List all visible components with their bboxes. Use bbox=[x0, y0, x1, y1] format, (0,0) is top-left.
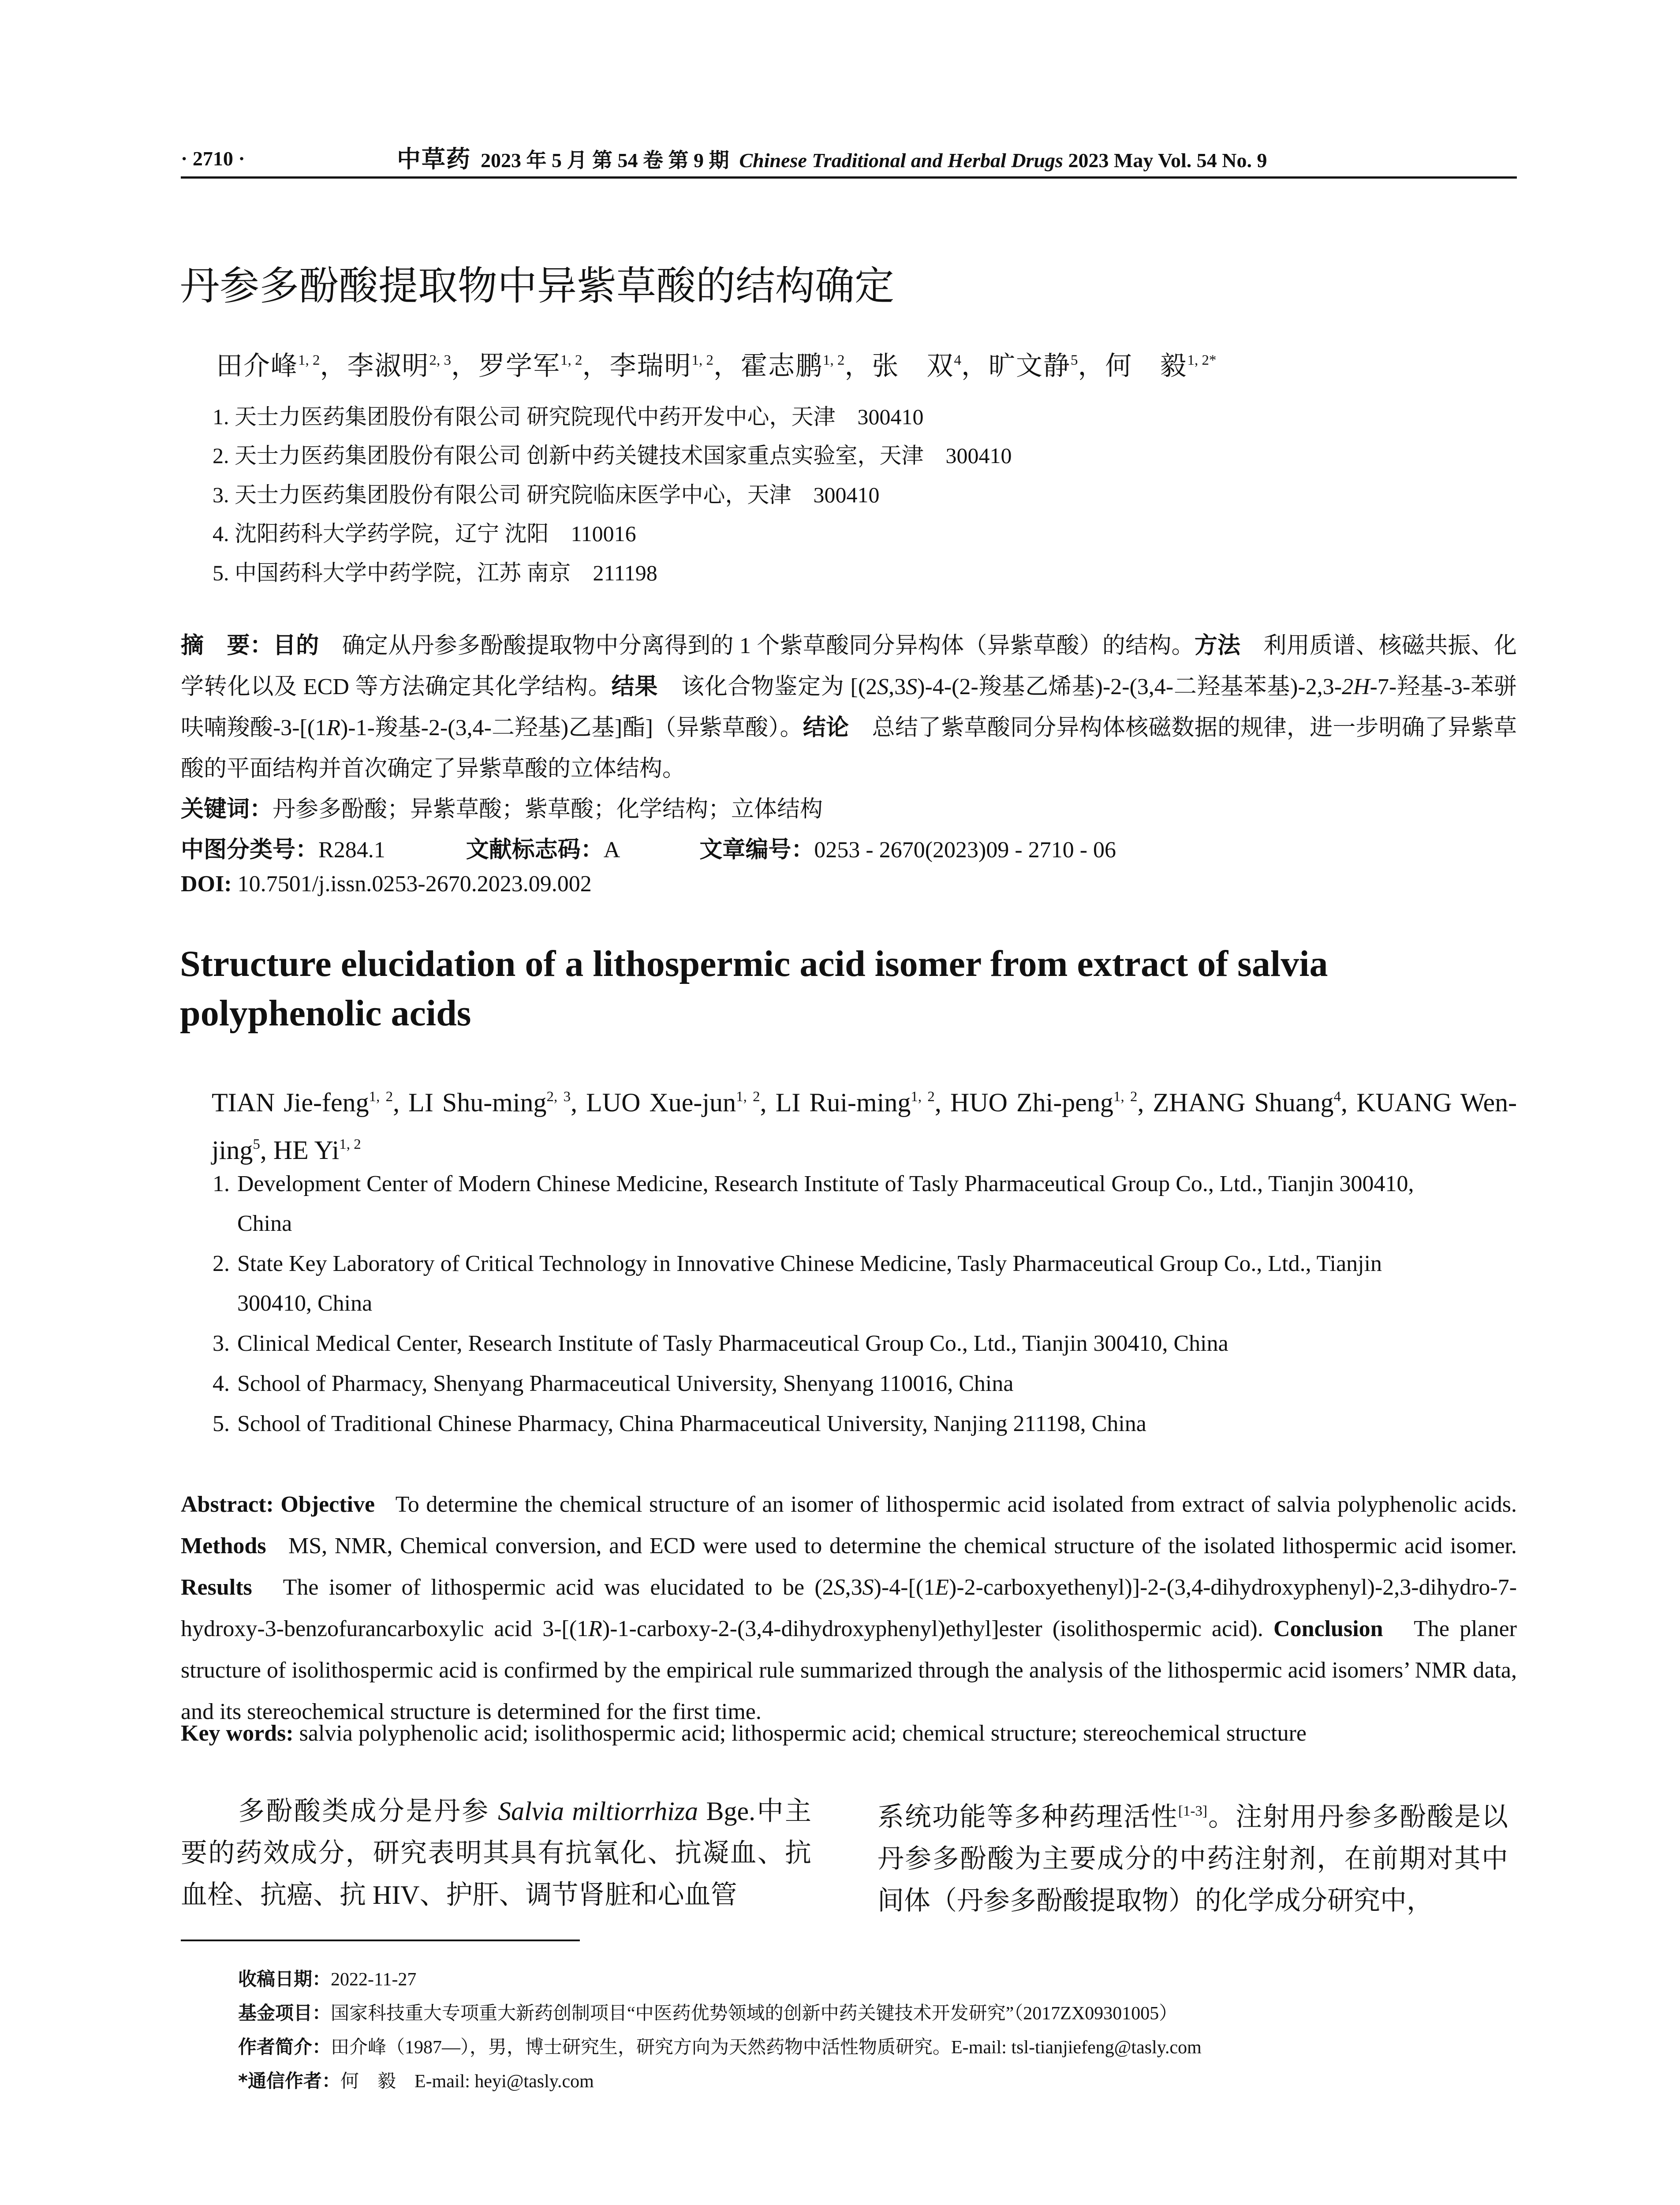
doc-code-label: 文献标志码： bbox=[466, 837, 604, 863]
author-en-separator: , bbox=[934, 1088, 950, 1117]
doi-line bbox=[181, 871, 592, 897]
author-en-name: TIAN Jie-feng bbox=[212, 1088, 369, 1117]
results-en-stereo: S bbox=[862, 1575, 874, 1600]
affiliation-en-num: 1. bbox=[213, 1171, 230, 1196]
results-cn-text: ,3 bbox=[889, 674, 906, 699]
footnote-text: 2022-11-27 bbox=[331, 1970, 417, 1990]
affiliation-en-text: State Key Laboratory of Critical Technology in Innovative Chinese Medicine, Tasly Pharmaceutical Group Co., Ltd., Tianjin bbox=[237, 1251, 1382, 1276]
running-header bbox=[181, 143, 1517, 174]
abstract-en bbox=[181, 1484, 1517, 1733]
results-cn-stereo: S bbox=[877, 674, 889, 699]
author-cn-affiliation-sup: 1, 2 bbox=[560, 352, 582, 368]
body-column-left bbox=[181, 1790, 811, 1916]
abstract-cn bbox=[181, 625, 1517, 789]
author-en-name: KUANG Wen-jing bbox=[212, 1088, 1517, 1165]
results-en-text: ,3 bbox=[845, 1575, 862, 1600]
affiliation-cn-1: 1. 天士力医药集团股份有限公司 研究院现代中药开发中心，天津 300410 bbox=[213, 404, 924, 429]
affiliation-en-text: 300410, China bbox=[237, 1291, 373, 1316]
footnote-label: 基金项目： bbox=[238, 2002, 331, 2024]
objective-cn-label: 目的 bbox=[273, 632, 319, 659]
article-number-value: 0253 - 2670(2023)09 - 2710 - 06 bbox=[814, 837, 1116, 863]
results-en-stereo: R bbox=[588, 1616, 602, 1641]
methods-cn-label: 方法 bbox=[1194, 632, 1241, 659]
header-rule bbox=[181, 176, 1517, 179]
body-text: 系统功能等多种药理活性 bbox=[877, 1802, 1179, 1832]
author-cn-affiliation-sup: 1, 2 bbox=[691, 352, 713, 368]
results-en-text: The isomer of lithospermic acid was elucidated to be (2 bbox=[283, 1575, 834, 1600]
affiliation-cn-5: 5. 中国药科大学中药学院，江苏 南京 211198 bbox=[213, 561, 657, 585]
doi-label: DOI: bbox=[181, 871, 232, 897]
doi-link[interactable]: 10.7501/j.issn.0253-2670.2023.09.002 bbox=[237, 871, 592, 897]
author-en-affiliation-sup: 1, 2 bbox=[736, 1089, 760, 1105]
author-cn-affiliation-sup: 2, 3 bbox=[429, 352, 451, 368]
affiliation-en-text: China bbox=[237, 1211, 292, 1236]
footnote-label: 收稿日期： bbox=[238, 1968, 331, 1990]
keywords-en-label: Key words: bbox=[181, 1721, 294, 1746]
title-en bbox=[180, 939, 1525, 1038]
body-column-right bbox=[877, 1790, 1508, 1922]
affiliation-en-3 bbox=[213, 1324, 1517, 1364]
author-cn-name: 李瑞明 bbox=[609, 351, 692, 381]
author-en-name: LI Shu-ming bbox=[408, 1088, 547, 1117]
conclusion-cn-label: 结论 bbox=[803, 714, 849, 741]
author-cn-name: 李淑明 bbox=[347, 351, 429, 381]
results-en-text: )-2-carboxyethenyl)]-2-(3,4-dihydroxyphenyl)-2,3-dihydro-7-hydroxy-3-benzofurancarboxylic acid 3-[(1 bbox=[181, 1575, 1517, 1641]
author-en-affiliation-sup: 5 bbox=[253, 1136, 260, 1153]
footnote-text: 国家科技重大专项重大新药创制项目“中医药优势领域的创新中药关键技术开发研究”（2017ZX09301005） bbox=[331, 2003, 1178, 2024]
author-cn-name: 罗学军 bbox=[478, 351, 560, 381]
author-en-separator: , bbox=[1341, 1088, 1357, 1117]
clc-value: R284.1 bbox=[318, 837, 385, 863]
author-cn-name: 旷文静 bbox=[989, 351, 1071, 381]
author-cn-separator: ， bbox=[844, 351, 872, 381]
title-en-line-2: polyphenolic acids bbox=[180, 993, 471, 1034]
author-cn-separator: ， bbox=[451, 351, 478, 381]
results-cn-text: 该化合物鉴定为 [(2 bbox=[681, 674, 877, 699]
keywords-cn bbox=[181, 790, 823, 823]
conclusion-cn: 总结了紫草酸同分异构体核磁数据的规律，进一步明确了异紫草酸的平面结构并首次确定了异紫草酸的立体结构。 bbox=[181, 715, 1517, 781]
article-number-label: 文章编号： bbox=[699, 837, 814, 863]
affiliation-en-4 bbox=[213, 1364, 1517, 1404]
affiliation-en-num: 4. bbox=[213, 1371, 230, 1396]
author-cn-affiliation-sup: 1, 2 bbox=[298, 352, 320, 368]
affiliation-en-text: School of Pharmacy, Shenyang Pharmaceutical University, Shenyang 110016, China bbox=[237, 1371, 1014, 1396]
authors-en bbox=[212, 1076, 1517, 1171]
affiliation-en-text: School of Traditional Chinese Pharmacy, China Pharmaceutical University, Nanjing 211198, China bbox=[237, 1411, 1146, 1436]
affiliation-en-text: Clinical Medical Center, Research Institute of Tasly Pharmaceutical Group Co., Ltd., Tianjin 300410, China bbox=[237, 1331, 1228, 1356]
author-en-name: LI Rui-ming bbox=[775, 1088, 911, 1117]
author-cn-name: 霍志鹏 bbox=[741, 351, 823, 381]
affiliation-en-num: 5. bbox=[213, 1411, 230, 1436]
keywords-en bbox=[181, 1720, 1307, 1746]
author-en-separator: , bbox=[260, 1136, 273, 1165]
issue-cn: 2023 年 5 月 第 54 卷 第 9 期 bbox=[481, 149, 729, 172]
affiliation-en-1 bbox=[213, 1164, 1517, 1244]
doc-code-value: A bbox=[603, 837, 619, 863]
author-en-separator: , bbox=[760, 1088, 776, 1117]
results-en-text: )-4-[(1 bbox=[874, 1575, 935, 1600]
conclusion-en: The planer structure of isolithospermic acid is confirmed by the empirical rule summarized through the analysis of the lithospermic acid isomers’ NMR data, and its stereochemical structure is determined for the first time. bbox=[181, 1616, 1517, 1724]
page-number: · 2710 · bbox=[181, 147, 245, 170]
footnote-corresponding bbox=[238, 2067, 594, 2093]
footnote-received bbox=[238, 1965, 416, 1991]
authors-cn bbox=[216, 345, 1217, 383]
footnote-label: 作者简介： bbox=[238, 2036, 331, 2058]
footnote-author bbox=[238, 2033, 1202, 2059]
results-cn-text: )-4-(2-羧基乙烯基)-2-(3,4-二羟基苯基)-2,3- bbox=[917, 674, 1342, 699]
title-cn: 丹参多酚酸提取物中异紫草酸的结构确定 bbox=[180, 263, 894, 309]
author-cn-separator: ， bbox=[1078, 351, 1105, 381]
results-cn-stereo: 2H bbox=[1342, 674, 1370, 699]
author-en-separator: , bbox=[1137, 1088, 1153, 1117]
results-cn-text: )-1-羧基-2-(3,4-二羟基)乙基]酯]（异紫草酸）。 bbox=[340, 715, 803, 740]
author-cn-separator: ， bbox=[320, 351, 347, 381]
results-en-stereo: E bbox=[935, 1575, 949, 1600]
issue-en: 2023 May Vol. 54 No. 9 bbox=[1068, 149, 1267, 172]
affiliation-cn-2: 2. 天士力医药集团股份有限公司 创新中药关键技术国家重点实验室，天津 300410 bbox=[213, 443, 1012, 468]
results-cn-stereo: R bbox=[326, 715, 340, 740]
journal-name-cn: 中草药 bbox=[397, 145, 471, 173]
methods-en: MS, NMR, Chemical conversion, and ECD were used to determine the chemical structure of the isolated lithospermic acid isomer. bbox=[288, 1533, 1517, 1558]
footnote-text: 田介峰（1987—），男，博士研究生，研究方向为天然药物中活性物质研究。E-mail: tsl-tianjiefeng@tasly.com bbox=[331, 2037, 1202, 2058]
author-en-affiliation-sup: 1, 2 bbox=[911, 1089, 935, 1105]
author-cn-separator: ， bbox=[961, 351, 989, 381]
keywords-en-text: salvia polyphenolic acid; isolithospermic acid; lithospermic acid; chemical structure; stereochemical structure bbox=[299, 1721, 1307, 1746]
results-cn-label: 结果 bbox=[611, 673, 658, 700]
results-en-text: )-1-carboxy-2-(3,4-dihydroxyphenyl)ethyl]ester (isolithospermic acid). bbox=[602, 1616, 1263, 1641]
title-en-line-1: Structure elucidation of a lithospermic acid isomer from extract of salvia bbox=[180, 943, 1328, 984]
citation-ref[interactable]: [1-3] bbox=[1178, 1803, 1207, 1819]
author-en-name: LUO Xue-jun bbox=[586, 1088, 736, 1117]
author-en-affiliation-sup: 1, 2 bbox=[339, 1136, 361, 1153]
results-cn-stereo: S bbox=[906, 674, 918, 699]
affiliation-cn-4: 4. 沈阳药科大学药学院，辽宁 沈阳 110016 bbox=[213, 521, 636, 546]
author-en-name: HE Yi bbox=[273, 1136, 340, 1165]
body-text: Bge.中主要的药效成分，研究表明其具有抗氧化、抗凝血、抗血栓、抗癌、抗 HIV、护肝、调节肾脏和心血管 bbox=[181, 1797, 812, 1910]
body-text: 多酚酸类成分是丹参 bbox=[238, 1797, 498, 1826]
author-en-affiliation-sup: 1, 2 bbox=[369, 1089, 393, 1105]
results-en-label: Results bbox=[181, 1575, 252, 1600]
author-cn-affiliation-sup: 1, 2* bbox=[1187, 352, 1217, 368]
affiliation-cn-3: 3. 天士力医药集团股份有限公司 研究院临床医学中心，天津 300410 bbox=[213, 482, 880, 507]
body-text: 。注射用丹参多酚酸是以丹参多酚酸为主要成分的中药注射剂，在前期对其中间体（丹参多酚酸提取物）的化学成分研究中， bbox=[877, 1802, 1508, 1916]
results-en-stereo: S bbox=[833, 1575, 845, 1600]
author-cn-name: 何 毅 bbox=[1105, 351, 1187, 381]
objective-en: To determine the chemical structure of an isomer of lithospermic acid isolated from extract of salvia polyphenolic acids. bbox=[395, 1492, 1517, 1517]
footnote-rule bbox=[181, 1940, 580, 1941]
author-en-affiliation-sup: 2, 3 bbox=[546, 1089, 571, 1105]
author-cn-name: 田介峰 bbox=[216, 351, 298, 381]
author-cn-affiliation-sup: 1, 2 bbox=[823, 352, 845, 368]
affiliation-en-text: Development Center of Modern Chinese Medicine, Research Institute of Tasly Pharmaceutical Group Co., Ltd., Tianjin 300410, bbox=[237, 1171, 1414, 1196]
author-en-separator: , bbox=[393, 1088, 409, 1117]
affiliation-en-2 bbox=[213, 1244, 1517, 1323]
species-name: Salvia miltiorrhiza bbox=[498, 1797, 698, 1826]
author-cn-name: 张 双 bbox=[872, 351, 954, 381]
author-en-affiliation-sup: 1, 2 bbox=[1113, 1089, 1138, 1105]
objective-en-label: Objective bbox=[280, 1492, 375, 1517]
affiliation-en-num: 3. bbox=[213, 1331, 230, 1356]
footnote-label: *通信作者： bbox=[238, 2070, 340, 2092]
clc-label: 中图分类号： bbox=[181, 837, 319, 863]
author-cn-affiliation-sup: 4 bbox=[954, 352, 961, 368]
keywords-cn-text: 丹参多酚酸；异紫草酸；紫草酸；化学结构；立体结构 bbox=[273, 797, 823, 822]
author-cn-separator: ， bbox=[713, 351, 741, 381]
footnote-fund bbox=[238, 1999, 1177, 2025]
methods-en-label: Methods bbox=[181, 1533, 266, 1558]
author-en-name: ZHANG Shuang bbox=[1153, 1088, 1334, 1117]
issue-info bbox=[397, 143, 1267, 176]
footnote-text: 何 毅 E-mail: heyi@tasly.com bbox=[340, 2071, 594, 2092]
classification-line bbox=[181, 831, 1116, 864]
affiliation-en-num: 2. bbox=[213, 1251, 230, 1276]
conclusion-en-label: Conclusion bbox=[1273, 1616, 1383, 1641]
author-en-separator: , bbox=[571, 1088, 586, 1117]
journal-name-en: Chinese Traditional and Herbal Drugs bbox=[739, 149, 1063, 172]
objective-cn: 确定从丹参多酚酸提取物中分离得到的 1 个紫草酸同分异构体（异紫草酸）的结构。 bbox=[342, 633, 1195, 658]
methods-cn: 利用质谱、核磁共振、化学转化以及 ECD 等方法确定其化学结构。 bbox=[181, 633, 1517, 699]
author-en-name: HUO Zhi-peng bbox=[950, 1088, 1113, 1117]
results-cn-text: -7-羟基-3-苯骈呋喃羧酸-3-[(1 bbox=[181, 674, 1517, 740]
abstract-en-label: Abstract: bbox=[181, 1492, 274, 1517]
author-en-affiliation-sup: 4 bbox=[1333, 1089, 1341, 1105]
abstract-cn-label: 摘 要： bbox=[181, 632, 273, 659]
affiliation-en-5 bbox=[213, 1404, 1517, 1444]
keywords-cn-label: 关键词： bbox=[181, 796, 273, 822]
author-cn-affiliation-sup: 5 bbox=[1071, 352, 1078, 368]
author-cn-separator: ， bbox=[582, 351, 610, 381]
